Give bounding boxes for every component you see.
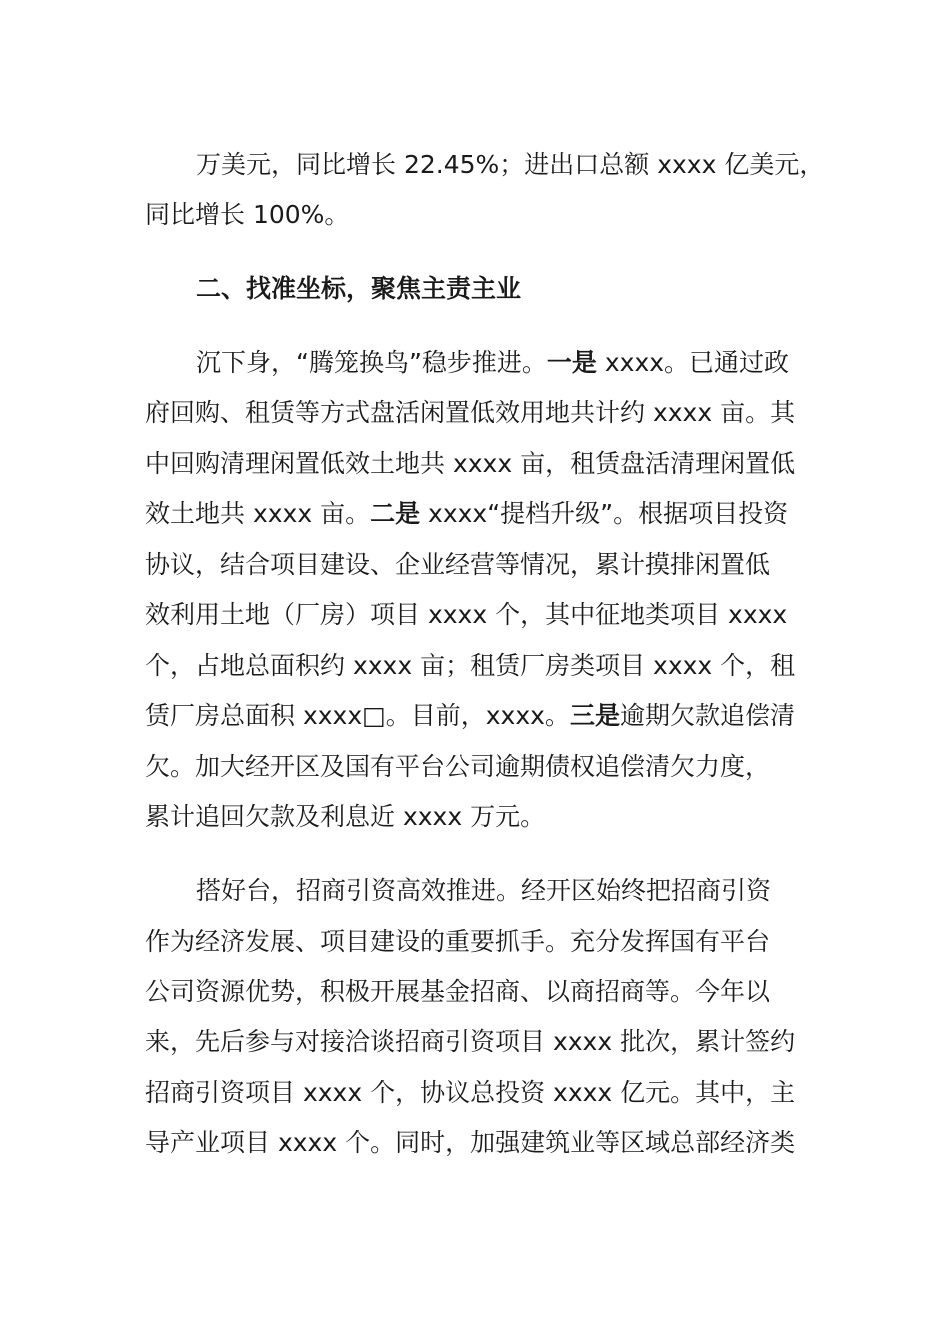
paragraph-2-line-10: 累计追回欠款及利息近 xxxx 万元。 (145, 802, 546, 831)
paragraph-2-line-1 (196, 346, 789, 380)
text-run: 逾期欠款追偿清 (619, 701, 795, 730)
paragraph-3-line-1: 搭好台，招商引资高效推进。经开区始终把招商引资 (196, 876, 772, 905)
text-run: 沉下身，“腾笼换鸟”稳步推进。 (196, 348, 547, 377)
paragraph-2-line-7: 个，占地总面积约 xxxx 亩；租赁厂房类项目 xxxx 个，租 (145, 651, 796, 680)
paragraph-2-line-8 (145, 699, 795, 733)
paragraph-1-line-2: 同比增长 100%。 (145, 200, 350, 229)
text-run: 赁厂房总面积 xxxx□。目前，xxxx。 (145, 701, 570, 730)
text-run: xxxx。已通过政 (596, 348, 790, 377)
paragraph-3-line-2: 作为经济发展、项目建设的重要抓手。充分发挥国有平台 (145, 927, 771, 956)
paragraph-2-line-5: 协议，结合项目建设、企业经营等情况，累计摸排闲置低 (145, 550, 771, 579)
text-run: 效土地共 xxxx 亩。 (145, 499, 371, 528)
paragraph-2-line-3: 中回购清理闲置低效土地共 xxxx 亩，租赁盘活清理闲置低 (145, 449, 796, 478)
paragraph-2-line-6: 效利用土地（厂房）项目 xxxx 个，其中征地类项目 xxxx (145, 600, 788, 629)
paragraph-3-line-4: 来，先后参与对接洽谈招商引资项目 xxxx 批次，累计签约 (145, 1027, 796, 1056)
bold-marker-three: 三是 (569, 701, 620, 730)
text-run: xxxx“提档升级”。根据项目投资 (420, 499, 789, 528)
paragraph-2-line-4 (145, 497, 788, 531)
paragraph-3-line-6: 导产业项目 xxxx 个。同时，加强建筑业等区域总部经济类 (145, 1128, 796, 1157)
bold-marker-two: 二是 (370, 499, 421, 528)
paragraph-2-line-9: 欠。加大经开区及国有平台公司逾期债权追偿清欠力度， (145, 752, 771, 781)
paragraph-2-line-2: 府回购、租赁等方式盘活闲置低效用地共计约 xxxx 亩。其 (145, 398, 796, 427)
paragraph-3-line-3: 公司资源优势，积极开展基金招商、以商招商等。今年以 (145, 977, 771, 1006)
section-heading: 二、找准坐标，聚焦主责主业 (196, 274, 522, 303)
paragraph-1-line-1: 万美元，同比增长 22.45%；进出口总额 xxxx 亿美元， (196, 150, 825, 179)
paragraph-3-line-5: 招商引资项目 xxxx 个，协议总投资 xxxx 亿元。其中，主 (145, 1078, 796, 1107)
bold-marker-one: 一是 (546, 348, 597, 377)
